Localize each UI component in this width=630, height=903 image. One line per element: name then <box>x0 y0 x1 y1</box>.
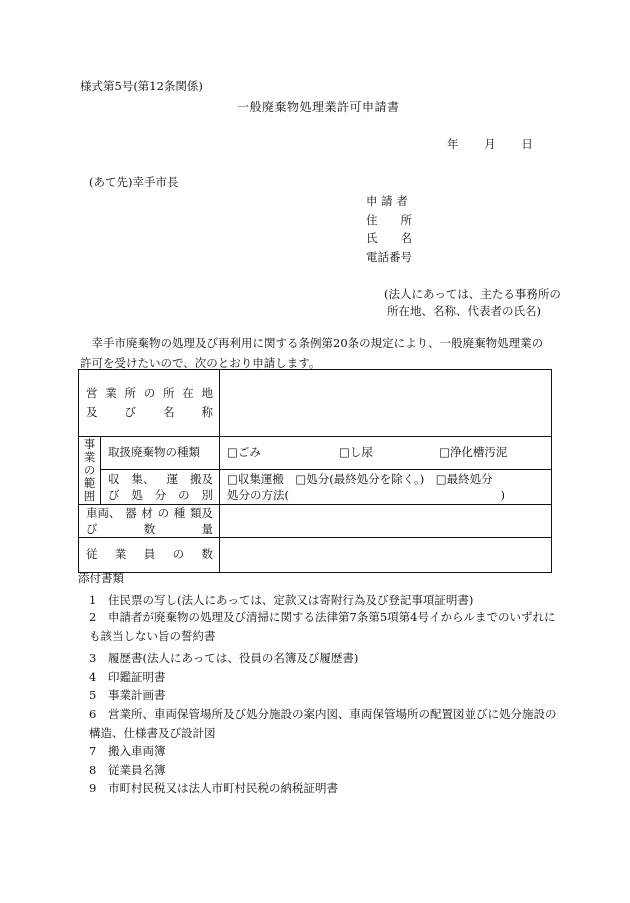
document-title: 一般廃棄物処理業許可申請書 <box>237 100 400 114</box>
addressee: (あて先)幸手市長 <box>89 175 179 189</box>
employee-label-char: 業 <box>114 547 127 562</box>
employee-label-cell <box>79 538 220 573</box>
scope-label <box>79 438 100 503</box>
scope-label-char: 業 <box>83 450 96 464</box>
collection-options-line1[interactable]: □収集運搬 □処分(最終処分を除く。) □最終処分 <box>227 472 493 486</box>
vehicle-label-line1-char: 類及 <box>189 506 213 520</box>
office-label-line1-char: 所 <box>163 386 175 400</box>
collection-label-line2-char: 分 <box>154 488 167 502</box>
attachment-text: 履歴書(法人にあっては、役員の名簿及び履歴書) <box>108 651 359 665</box>
collection-options-cell[interactable] <box>220 470 552 505</box>
vehicle-label-line2-char: 量 <box>201 522 213 536</box>
scope-label-char: の <box>83 463 96 477</box>
attachment-number: 3 <box>89 651 97 665</box>
attachment-text: 従業員名簿 <box>108 763 166 777</box>
attachment-number: 2 <box>89 610 97 624</box>
employee-label <box>79 549 219 561</box>
attachment-item <box>89 686 559 705</box>
option-night-soil[interactable]: □し尿 <box>339 445 373 460</box>
office-label-line1-char: 地 <box>201 386 213 400</box>
collection-label-line1 <box>101 471 219 487</box>
phone-label: 電話番号 <box>366 250 412 264</box>
name-label: 氏 名 <box>366 231 412 245</box>
vehicle-label-line1 <box>79 505 219 521</box>
attachment-item <box>89 668 559 687</box>
office-label-line1 <box>79 384 219 403</box>
attachment-number: 5 <box>89 688 97 702</box>
attachment-text: 営業所、車両保管場所及び処分施設の案内図、車両保管場所の配置図並びに処分施設の構造、仕様書及び設計図 <box>89 707 557 740</box>
employee-label-char: 数 <box>201 547 213 562</box>
collection-label-line2-char: 処 <box>131 488 143 502</box>
attachment-number: 7 <box>89 744 97 758</box>
collection-label-line1-char: 運 <box>166 472 178 486</box>
attachments-title: 添付書類 <box>78 571 124 585</box>
vehicle-label-line1-char: 種 <box>173 506 186 520</box>
employee-label-char: 従 <box>86 547 98 562</box>
office-value-cell[interactable] <box>220 370 552 437</box>
collection-label-cell <box>101 470 220 505</box>
vehicle-label-line2-char: び <box>86 522 98 536</box>
attachment-text: 住民票の写し(法人にあっては、定款又は寄附行為及び登記事項証明書) <box>108 593 474 607</box>
intro-paragraph: 幸手市廃棄物の処理及び再利用に関する条例第20条の規定により、一般廃棄物処理業の許可を受けたいので、次のとおり申請します。 <box>80 336 544 370</box>
employee-label-char: の <box>172 547 185 562</box>
employee-label-char: 員 <box>143 547 156 562</box>
attachment-text: 事業計画書 <box>108 688 166 702</box>
vehicle-label-line2 <box>79 521 219 537</box>
collection-label-line1-char: 収 <box>108 472 120 486</box>
corporate-note <box>384 286 564 320</box>
collection-label-line2-char: の <box>178 488 190 502</box>
vehicle-value-cell[interactable] <box>220 505 552 538</box>
option-septic-sludge[interactable]: □浄化槽汚泥 <box>439 445 508 460</box>
year-label: 年 <box>447 137 459 151</box>
scope-label-char: 囲 <box>83 489 96 503</box>
scope-label-char: 事 <box>83 437 96 451</box>
attachment-item <box>89 779 559 798</box>
attachment-item <box>89 649 559 668</box>
scope-label-char: 範 <box>83 476 96 490</box>
waste-options-cell[interactable] <box>220 437 552 470</box>
office-label-line1-char: 営 <box>86 386 98 400</box>
office-label-line1-char: の <box>143 386 156 400</box>
month-label: 月 <box>484 137 496 151</box>
attachment-text: 申請者が廃棄物の処理及び清掃に関する法律第7条第5項第4号イからルまでのいずれにも該当しない旨の誓約書 <box>89 610 556 643</box>
vehicle-label-line1-char: 器 <box>125 506 137 520</box>
attachment-item <box>89 705 559 743</box>
disposal-method-label: 処分の方法( <box>227 488 289 502</box>
collection-label-line2-char: び <box>108 488 120 502</box>
collection-label-line2-char: 別 <box>201 488 213 502</box>
scope-label-cell <box>79 437 101 505</box>
note-line-1: (法人にあっては、主たる事務所の <box>384 287 561 301</box>
attachment-number: 9 <box>89 781 97 795</box>
office-label-line1-char: 業 <box>105 386 117 400</box>
attachment-number: 6 <box>89 707 97 721</box>
disposal-method-line[interactable] <box>220 487 551 503</box>
attachment-text: 搬入車両簿 <box>108 744 166 758</box>
collection-label-line1-char: 搬及 <box>190 472 213 486</box>
form-number: 様式第5号(第12条関係) <box>80 79 203 93</box>
office-label-line1-char: 在 <box>182 386 194 400</box>
office-label-cell <box>79 370 220 437</box>
employee-value-cell[interactable] <box>220 538 552 573</box>
waste-type-label: 取扱廃棄物の種類 <box>101 437 220 470</box>
date-line <box>447 139 555 151</box>
attachment-number: 8 <box>89 763 97 777</box>
attachment-item <box>89 761 559 780</box>
attachment-item <box>89 742 559 761</box>
office-label-line2 <box>79 403 219 422</box>
vehicle-label-line1-char: の <box>157 506 170 520</box>
attachment-text: 印鑑証明書 <box>108 670 166 684</box>
vehicle-label-line2-char: 数 <box>143 522 156 536</box>
disposal-method-close: ) <box>500 488 505 502</box>
office-label-line1-char: 所 <box>124 386 136 400</box>
office-label-line2-char: 名 <box>163 405 175 419</box>
attachment-text: 市町村民税又は法人市町村民税の納税証明書 <box>108 781 338 795</box>
office-label-line2-char: 及 <box>86 405 98 419</box>
attachment-item <box>89 608 559 646</box>
office-label-line2-char: び <box>124 405 136 419</box>
note-line-2: 所在地、名称、代表者の氏名) <box>387 304 541 318</box>
collection-label-line2 <box>101 487 219 503</box>
attachment-number: 1 <box>89 593 97 607</box>
attachment-number: 4 <box>89 670 97 684</box>
collection-label-line1-char: 集、 <box>131 472 155 486</box>
office-label-line2-char: 称 <box>201 405 213 419</box>
application-table <box>78 369 552 573</box>
vehicle-label-line1-char: 車両、 <box>86 506 121 520</box>
option-garbage[interactable]: □ごみ <box>227 445 261 460</box>
day-label: 日 <box>521 137 533 151</box>
applicant-label: 申 請 者 <box>366 194 408 208</box>
vehicle-label-line1-char: 材 <box>141 506 153 520</box>
address-label: 住 所 <box>366 213 412 227</box>
vehicle-label-cell <box>79 505 220 538</box>
